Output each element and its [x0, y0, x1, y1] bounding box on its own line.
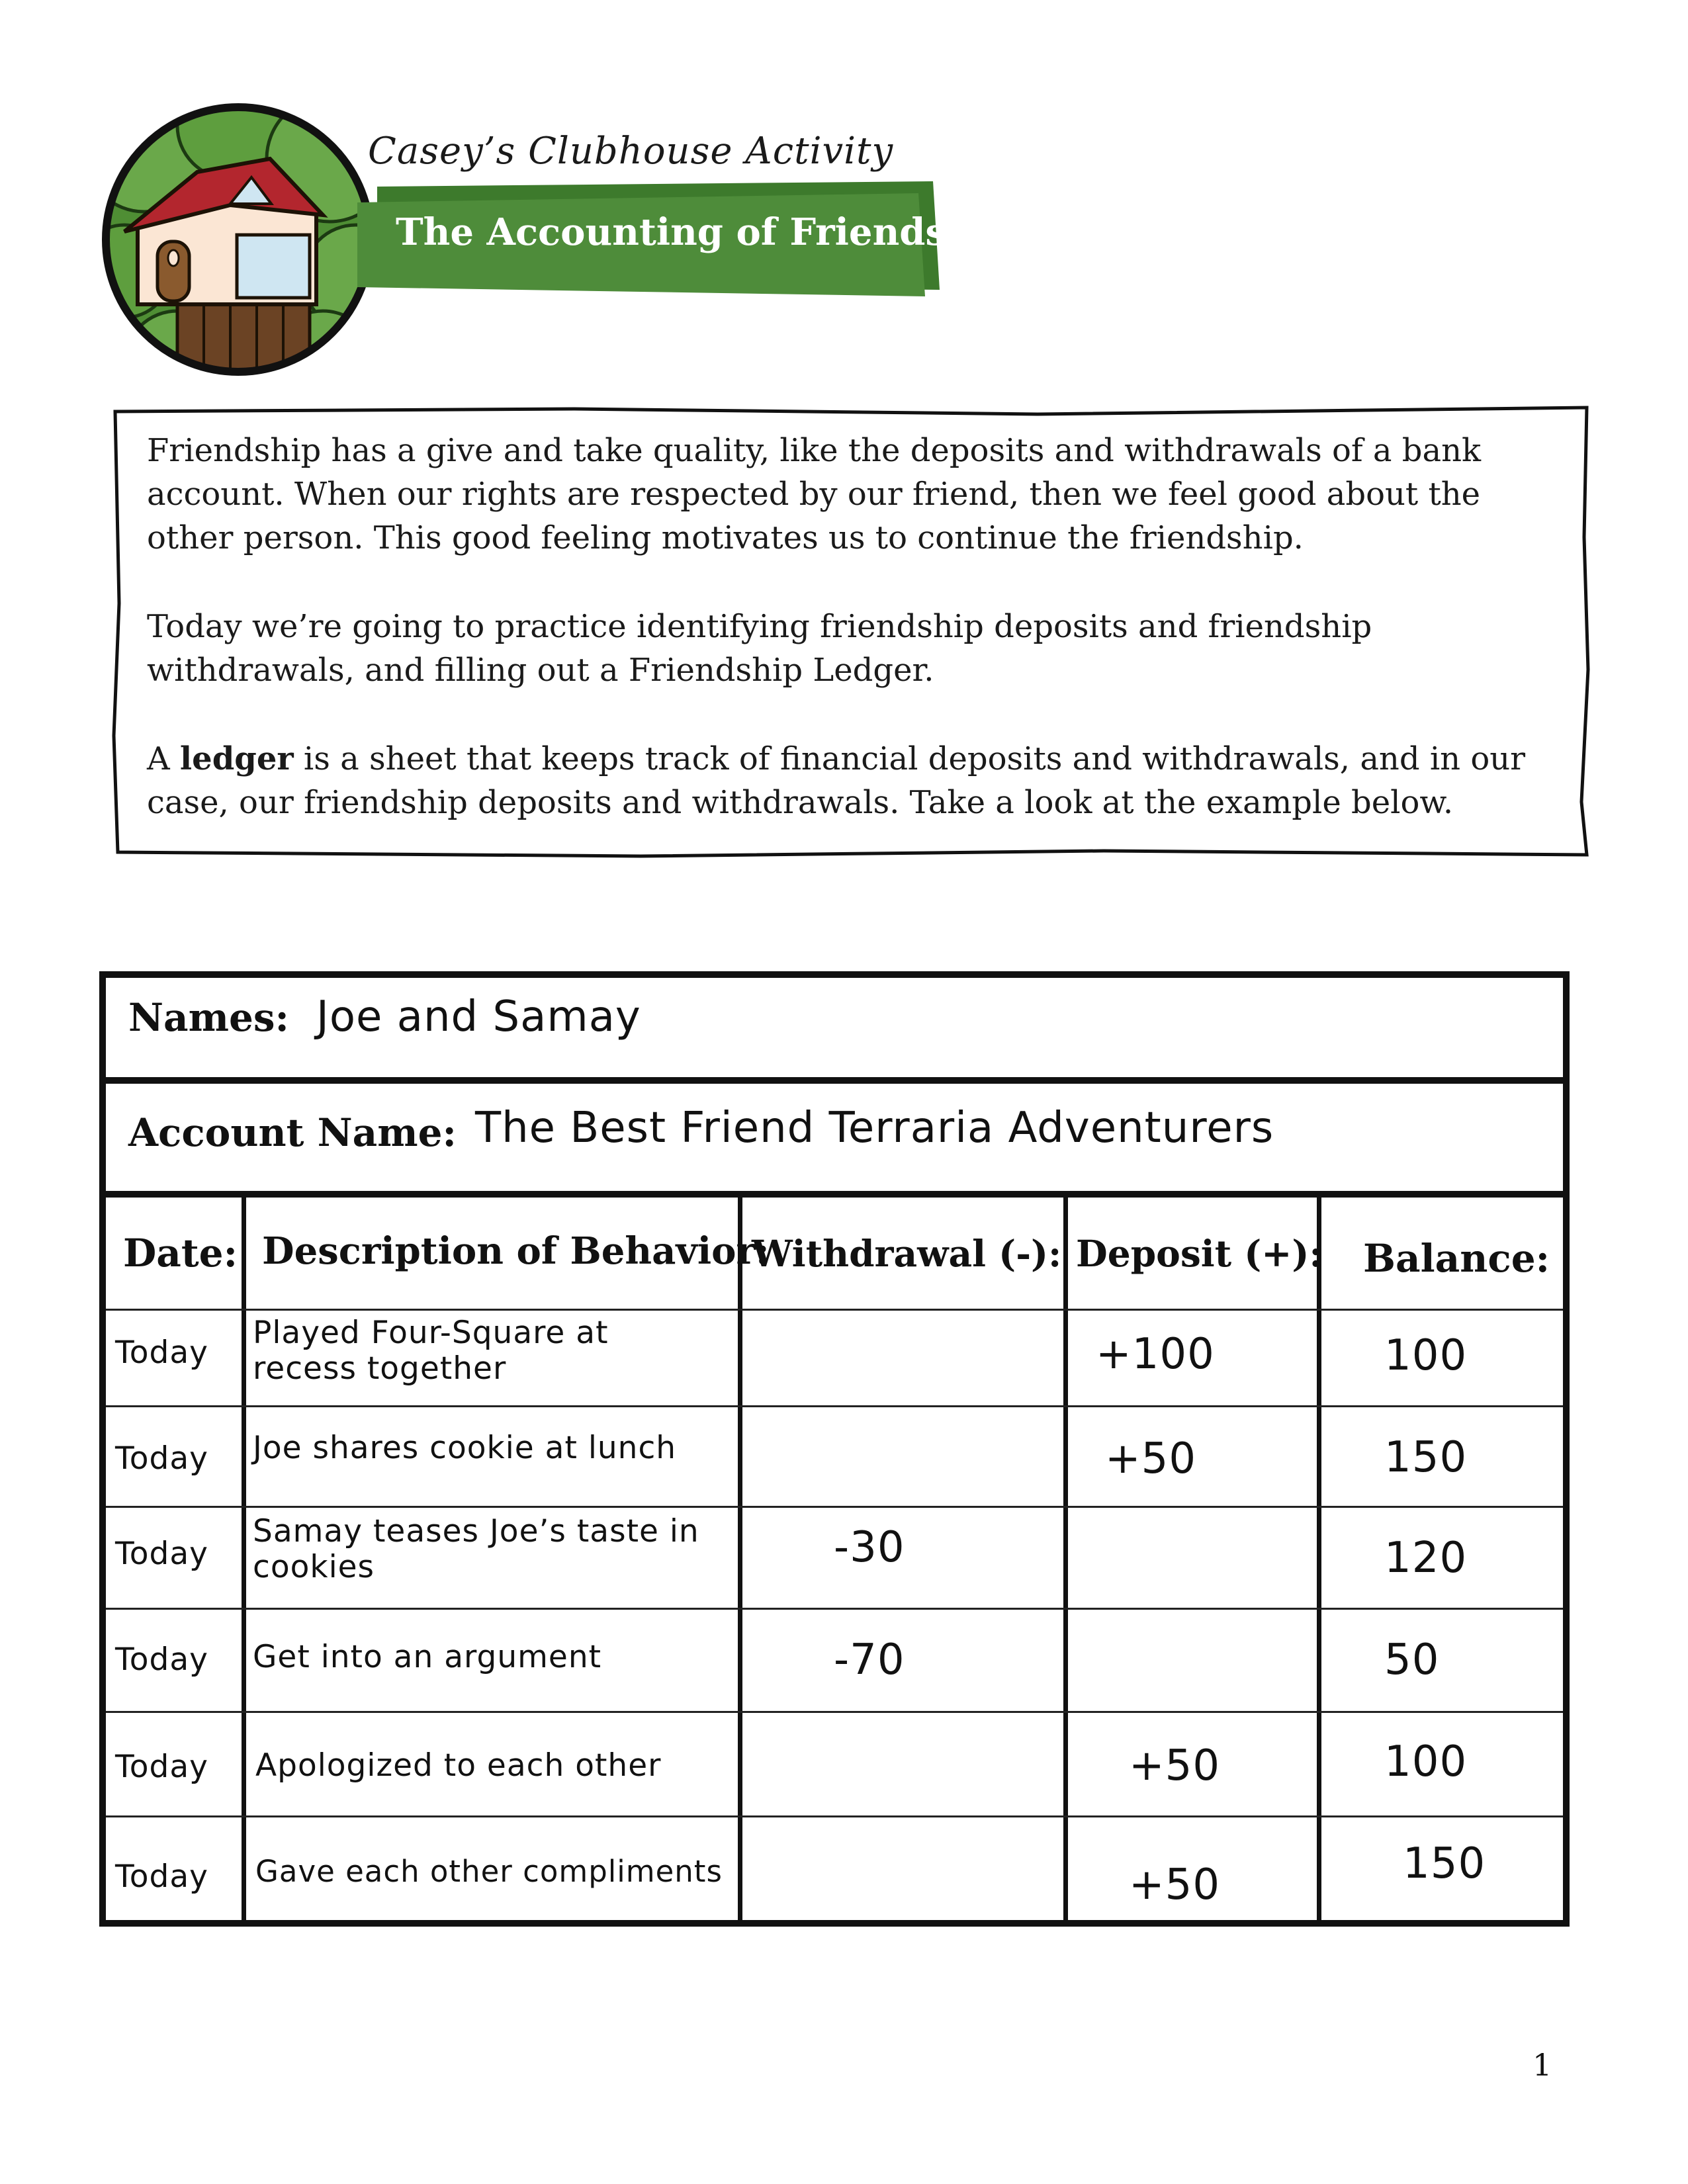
row-balance: 120: [1384, 1534, 1468, 1583]
names-value: Joe and Samay: [316, 992, 641, 1041]
row-date: Today: [115, 1641, 208, 1678]
column-header-description: Description of Behavior:: [262, 1229, 770, 1273]
column-divider: [738, 1196, 742, 1920]
column-divider: [1063, 1196, 1068, 1920]
intro-paragraph-1: Friendship has a give and take quality, like the deposits and withdrawals of a bank account. When our rights are respected by our friend, then we feel good about the other person. This good feeling motivates us to continue the friendship.: [147, 432, 1482, 556]
column-header-balance: Balance:: [1363, 1236, 1550, 1281]
row-divider: [106, 1405, 1563, 1407]
treehouse-logo-icon: [98, 99, 378, 380]
column-divider: [1317, 1196, 1321, 1920]
row-date: Today: [115, 1536, 208, 1572]
row-date: Today: [115, 1858, 208, 1895]
row-description: Samay teases Joe’s taste in cookies: [253, 1513, 699, 1585]
row-divider: [106, 1608, 1563, 1610]
row-description: Gave each other compliments: [255, 1854, 723, 1889]
ledger-divider: [106, 1191, 1563, 1198]
page-title: The Accounting of Friendship: [396, 210, 1014, 254]
account-name-value: The Best Friend Terraria Adventurers: [475, 1104, 1274, 1153]
row-divider: [106, 1506, 1563, 1508]
row-date: Today: [115, 1440, 208, 1477]
column-header-withdrawal: Withdrawal (-):: [752, 1232, 1062, 1275]
row-balance: 150: [1403, 1839, 1486, 1888]
intro-text: [147, 429, 1570, 869]
activity-title: Casey’s Clubhouse Activity: [368, 130, 894, 173]
row-description: Apologized to each other: [255, 1747, 662, 1784]
row-date: Today: [115, 1334, 208, 1371]
row-balance: 150: [1384, 1433, 1468, 1482]
row-divider: [106, 1815, 1563, 1817]
row-description: Played Four-Square at recess together: [253, 1315, 609, 1387]
row-description: Joe shares cookie at lunch: [253, 1430, 677, 1466]
row-date: Today: [115, 1749, 208, 1785]
row-deposit: +50: [1105, 1434, 1197, 1483]
row-description: Get into an argument: [253, 1639, 602, 1675]
intro-paragraph-3: A ledger is a sheet that keeps track of financial deposits and withdrawals, and in our case, our friendship deposits and withdrawals. Take a look at the example below.: [147, 740, 1526, 821]
row-divider: [106, 1309, 1563, 1311]
row-balance: 100: [1384, 1737, 1468, 1786]
column-header-date: Date:: [123, 1231, 238, 1276]
row-deposit: +50: [1129, 1741, 1221, 1790]
page-number: 1: [1533, 2047, 1552, 2083]
row-divider: [106, 1711, 1563, 1713]
intro-paragraph-2: Today we’re going to practice identifying friendship deposits and friendship withdrawals, and filling out a Friendship Ledger.: [147, 608, 1372, 689]
row-withdrawal: -70: [834, 1636, 905, 1684]
names-label: Names:: [128, 995, 289, 1040]
friendship-ledger: [99, 971, 1570, 1927]
row-deposit: +100: [1096, 1330, 1215, 1379]
ledger-term: ledger: [179, 740, 294, 777]
row-balance: 100: [1384, 1331, 1468, 1380]
column-header-deposit: Deposit (+):: [1076, 1232, 1323, 1275]
account-name-label: Account Name:: [128, 1110, 457, 1155]
row-withdrawal: -30: [834, 1523, 905, 1572]
row-deposit: +50: [1129, 1860, 1221, 1909]
row-balance: 50: [1384, 1636, 1440, 1684]
column-divider: [242, 1196, 246, 1920]
ledger-divider: [106, 1077, 1563, 1084]
